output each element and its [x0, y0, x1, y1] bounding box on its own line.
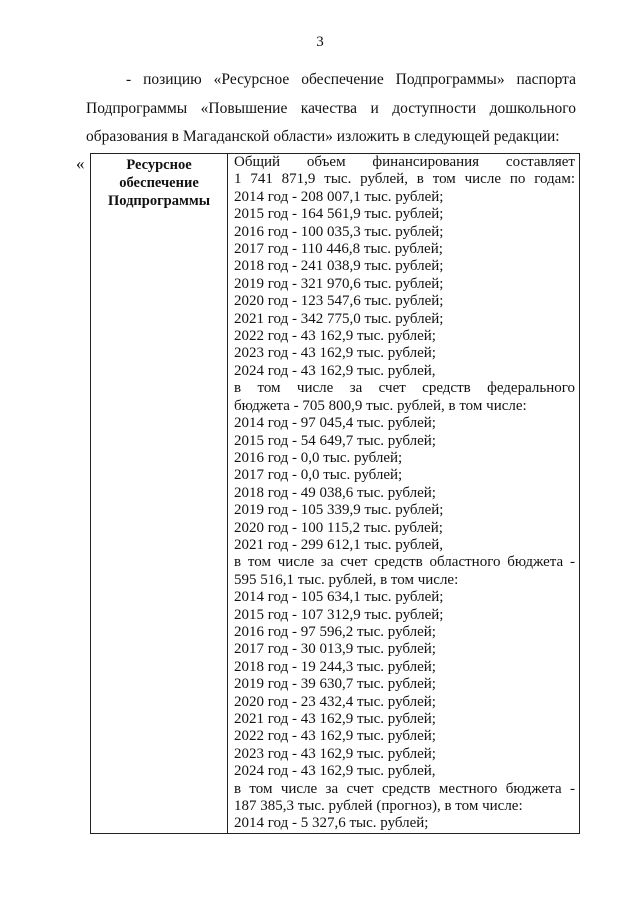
financing-line: 2015 год - 164 561,9 тыс. рублей;	[234, 206, 444, 223]
financing-line: 2016 год - 100 035,3 тыс. рублей;	[234, 223, 444, 240]
financing-line: 2019 год - 105 339,9 тыс. рублей;	[234, 502, 444, 519]
financing-line: Общий объем финансирования составляет	[234, 154, 575, 170]
page-number: 3	[316, 34, 324, 50]
financing-line: 2019 год - 39 630,7 тыс. рублей;	[234, 676, 436, 693]
financing-line: в том числе за счет средств областного бюджета -	[234, 554, 575, 571]
financing-line: 2014 год - 208 007,1 тыс. рублей;	[234, 188, 444, 205]
financing-line: 2024 год - 43 162,9 тыс. рублей,	[234, 362, 436, 379]
financing-line: 2020 год - 123 547,6 тыс. рублей;	[234, 293, 444, 310]
financing-line: 2023 год - 43 162,9 тыс. рублей;	[234, 345, 436, 362]
financing-line: 2014 год - 97 045,4 тыс. рублей;	[234, 415, 436, 432]
financing-line: 2017 год - 0,0 тыс. рублей;	[234, 467, 403, 484]
resource-content-cell	[228, 154, 580, 834]
financing-line: в том числе за счет средств федерального	[234, 380, 575, 397]
financing-line: в том числе за счет средств местного бюджета -	[234, 780, 575, 797]
financing-line: 2019 год - 321 970,6 тыс. рублей;	[234, 275, 444, 292]
financing-line: 2020 год - 23 432,4 тыс. рублей;	[234, 693, 436, 710]
resource-table	[90, 153, 580, 834]
financing-line: 2018 год - 19 244,3 тыс. рублей;	[234, 658, 436, 675]
financing-line: 2023 год - 43 162,9 тыс. рублей;	[234, 745, 436, 762]
opening-quote-mark: «	[76, 154, 85, 173]
financing-line: бюджета - 705 800,9 тыс. рублей, в том числе:	[234, 397, 527, 414]
financing-line: 2014 год - 5 327,6 тыс. рублей;	[234, 815, 429, 832]
financing-line: 2018 год - 241 038,9 тыс. рублей;	[234, 258, 444, 275]
financing-line: 2015 год - 107 312,9 тыс. рублей;	[234, 606, 444, 623]
financing-line: 187 385,3 тыс. рублей (прогноз), в том числе:	[234, 798, 523, 815]
financing-line: 2020 год - 100 115,2 тыс. рублей;	[234, 519, 443, 536]
financing-line: 2021 год - 299 612,1 тыс. рублей,	[234, 536, 444, 553]
resource-label-cell: Ресурсное обеспечение Подпрограммы	[91, 154, 228, 834]
financing-line: 595 516,1 тыс. рублей, в том числе:	[234, 571, 459, 588]
resource-table-row	[91, 154, 580, 834]
financing-line: 1 741 871,9 тыс. рублей, в том числе по годам:	[234, 171, 575, 188]
financing-line: 2024 год - 43 162,9 тыс. рублей,	[234, 763, 436, 780]
financing-line: 2022 год - 43 162,9 тыс. рублей;	[234, 728, 436, 745]
financing-line: 2015 год - 54 649,7 тыс. рублей;	[234, 432, 436, 449]
financing-line: 2021 год - 342 775,0 тыс. рублей;	[234, 310, 444, 327]
financing-line: 2021 год - 43 162,9 тыс. рублей;	[234, 711, 436, 727]
intro-paragraph-block	[86, 66, 576, 152]
financing-line: 2017 год - 30 013,9 тыс. рублей;	[234, 641, 436, 658]
financing-line: 2016 год - 0,0 тыс. рублей;	[234, 449, 403, 466]
financing-line: 2018 год - 49 038,6 тыс. рублей;	[234, 484, 436, 501]
financing-line: 2022 год - 43 162,9 тыс. рублей;	[234, 328, 436, 345]
financing-line: 2017 год - 110 446,8 тыс. рублей;	[234, 241, 443, 258]
intro-paragraph: - позицию «Ресурсное обеспечение Подпрограммы» паспорта Подпрограммы «Повышение качества и доступности дошкольного образования в Магаданской области» изложить в следующей редакции:	[86, 71, 576, 145]
financing-line: 2014 год - 105 634,1 тыс. рублей;	[234, 589, 444, 606]
financing-line: 2016 год - 97 596,2 тыс. рублей;	[234, 623, 436, 640]
